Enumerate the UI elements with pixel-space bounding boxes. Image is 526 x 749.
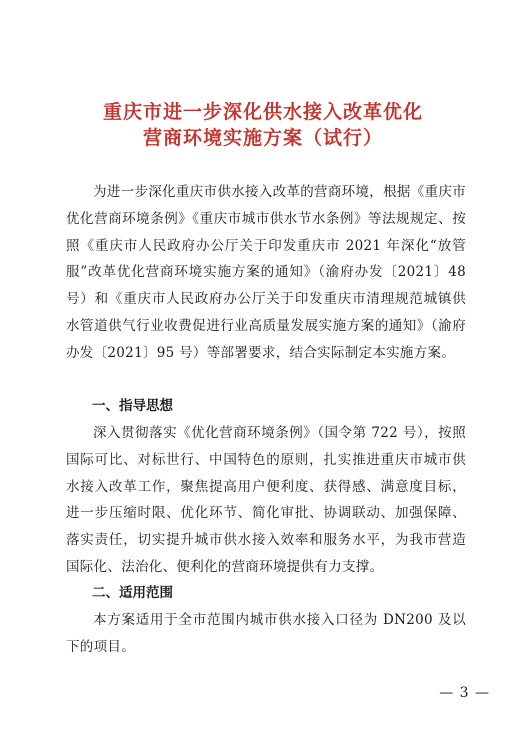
section-1-body: 深入贯彻落实《优化营商环境条例》（国令第 722 号），按照国际可比、对标世行、中国特色的原则，扎实推进重庆市城市供水接入改革工作，聚焦提高用户便利度、获得感、满意度目标，进一步压缩时限、优化环节、简化审批、协调联动、加强保障、落实责任，切实提升城市供水接入效率和服务水平，为我市营造国际化、法治化、便利化的营商环境提供有力支撑。 [66,425,466,575]
intro-paragraph: 为进一步深化重庆市供水接入改革的营商环境，根据《重庆市优化营商环境条例》《重庆市城市供水节水条例》等法规规定、按照《重庆市人民政府办公厅关于印发重庆市 2021 年深化“放管服”改革优化营商环境实施方案的通知》（渝府办发〔2021〕48 号）和《重庆市人民政府办公厅关于印发重庆市清理规范城镇供水管道供气行业收费促进行业高质量发展实施方案的通知》（渝府办发〔2021〕95 号）等部署要求，结合实际制定本实施方案。 [66,184,466,361]
section-2-heading: 二、适用范围 [92,585,173,601]
document-title-line-2: 营商环境实施方案（试行） [142,127,383,149]
section-2-body: 本方案适用于全市范围内城市供水接入口径为 DN200 及以下的项目。 [66,612,466,655]
section-1-heading: 一、指导思想 [92,398,173,414]
page-number: — 3 — [439,685,490,701]
document-title-line-1: 重庆市进一步深化供水接入改革优化 [102,101,423,123]
